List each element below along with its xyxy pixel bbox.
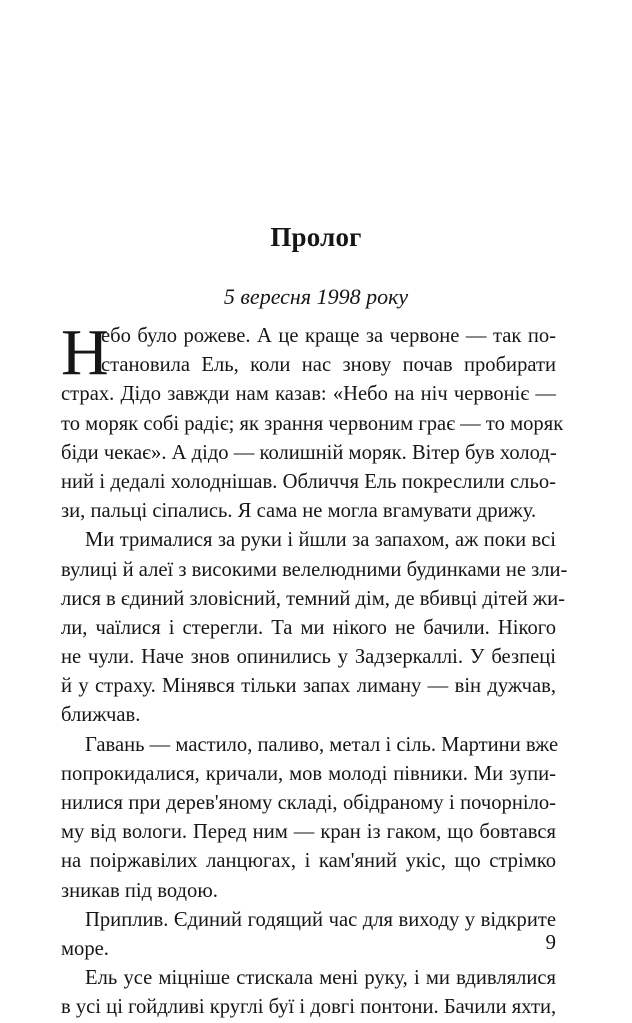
text-line: зникав під водою. [61,879,218,902]
text-line: не чули. Наче знов опинились у Задзеркаллі. У безпеці [61,646,556,669]
text-line: ближчав. [61,704,141,727]
text-line: Ми трималися за руки і йшли за запахом, аж поки всі [85,529,556,552]
text-line: біди чекає». А дідо — колишній моряк. Вітер був холод- [61,441,557,464]
text-line: ли, чаїлися і стерегли. Та ми нікого не бачили. Нікого [61,616,556,639]
text-line: страх. Дідо завжди нам казав: «Небо на ніч червоніє — [61,383,556,406]
text-line: ебо було рожеве. А це краще за червоне — так по- [101,325,556,347]
text-line: то моряк собі радіє; як зрання червоним грає — то моряк [61,412,564,435]
chapter-title: Пролог [270,222,362,252]
page-number: 9 [545,930,556,954]
text-line: Приплив. Єдиний годящий час для виходу у відкрите [85,908,556,931]
text-line: нилися при дерев'яному складі, обідраному і почорніло- [61,792,556,814]
text-line: море. [61,937,109,960]
text-line: в усі ці гойдливі круглі буї і довгі понтони. Бачили яхти, [61,996,557,1019]
text-line: лися в єдиний зловісний, темний дім, де вбивці дітей жи- [61,587,565,610]
text-line: на поіржавілих ланцюгах, і кам'яний укіс, що стрімко [61,850,556,873]
text-line: ний і дедалі холоднішав. Обличчя Ель покреслили сльо- [61,470,556,493]
text-line: му від вологи. Перед ним — кран із гаком, що бовтався [61,821,556,844]
text-line: й у страху. Мінявся тільки запах лиману — він дужчав, [61,675,556,698]
text-line: вулиці й алеї з високими велелюдними будинками не зли- [61,558,568,581]
chapter-date: 5 вересня 1998 року [223,284,409,309]
body-text [61,316,568,1023]
text-line: становила Ель, коли нас знову почав пробирати [101,354,556,377]
text-line: Гавань — мастило, паливо, метал і сіль. Мартини вже [85,733,559,756]
text-line: попрокидалися, кричали, мов молоді півники. Ми зупи- [61,762,556,785]
text-line: Ель усе міцніше стискала мені руку, і ми вдивлялися [85,967,556,990]
drop-cap-letter: Н [61,316,109,389]
text-line: зи, пальці сіпались. Я сама не могла вгамувати дрижу. [61,500,537,523]
